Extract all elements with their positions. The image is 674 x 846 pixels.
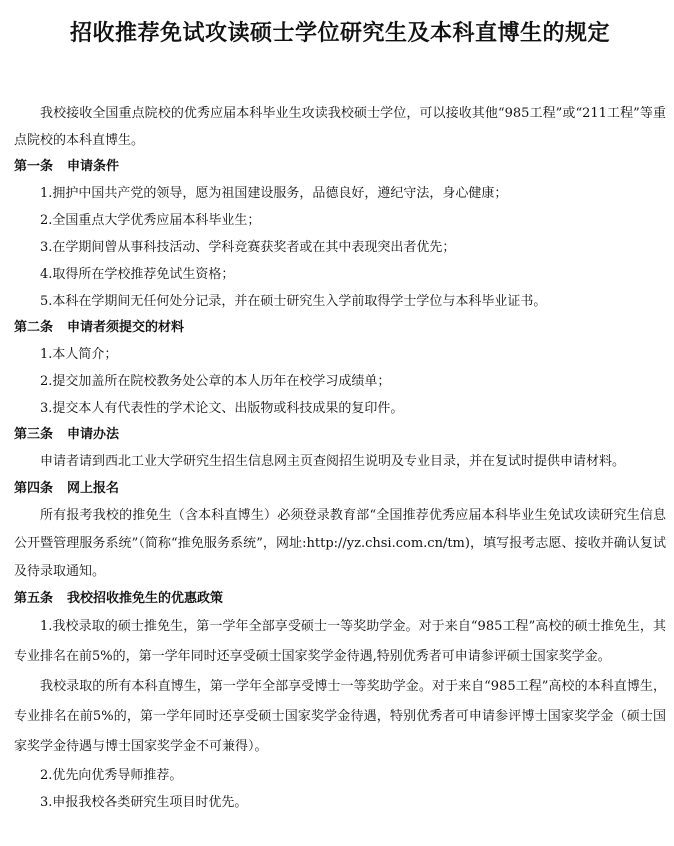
article-5-title: 我校招收推免生的优惠政策 xyxy=(67,591,224,606)
article-1-heading xyxy=(14,154,666,180)
article-1-item-2: 2.全国重点大学优秀应届本科毕业生； xyxy=(40,213,261,228)
article-1-item-5: 5.本科在学期间无任何处分记录，并在硕士研究生入学前取得学士学位与本科毕业证书。 xyxy=(40,294,547,309)
article-1-item-4: 4.取得所在学校推荐免试生资格； xyxy=(40,267,235,282)
article-4-heading xyxy=(14,476,666,502)
article-2-item-3: 3.提交本人有代表性的学术论文、出版物或科技成果的复印件。 xyxy=(40,401,404,416)
article-2-title: 申请者须提交的材料 xyxy=(67,320,185,335)
article-2-item-1: 1.本人简介； xyxy=(40,347,118,362)
article-1-item-3: 3.在学期间曾从事科技活动、学科竞赛获奖者或在其中表现突出者优先； xyxy=(40,240,456,255)
document-page xyxy=(14,0,666,816)
article-1-title: 申请条件 xyxy=(67,159,120,174)
article-1-number: 第一条 xyxy=(14,159,54,174)
article-5-item-2: 2.优先向优秀导师推荐。 xyxy=(40,768,183,783)
article-4-text: 所有报考我校的推免生（含本科直博生）必须登录教育部“全国推荐优秀应届本科毕业生免试攻读研究生信息公开暨管理服务系统”（简称“推免服务系统”，网址:http://yz.chsi.com.cn/tm)，填写报考志愿、接收并确认复试及待录取通知。 xyxy=(14,508,666,579)
intro-paragraph: 我校接收全国重点院校的优秀应届本科毕业生攻读我校硕士学位，可以接收其他“985工程”或“211工程”等重点院校的本科直博生。 xyxy=(14,106,666,148)
article-4-title: 网上报名 xyxy=(67,481,120,496)
article-1-item-1: 1.拥护中国共产党的领导，愿为祖国建设服务，品德良好，遵纪守法，身心健康； xyxy=(40,186,508,201)
article-3-text: 申请者请到西北工业大学研究生招生信息网主页查阅招生说明及专业目录，并在复试时提供申请材料。 xyxy=(40,454,626,469)
article-4-number: 第四条 xyxy=(14,481,54,496)
document-title: 招收推荐免试攻读硕士学位研究生及本科直博生的规定 xyxy=(69,21,610,46)
article-3-title: 申请办法 xyxy=(67,427,120,442)
article-5-item-1: 1.我校录取的硕士推免生，第一学年全部享受硕士一等奖助学金。对于来自“985工程”高校的硕士推免生，其专业排名在前5%的，第一学年同时还享受硕士国家奖学金待遇,特别优秀者可申请参评硕士国家奖学金。 xyxy=(14,619,666,664)
article-3-heading xyxy=(14,422,666,448)
article-2-item-2: 2.提交加盖所在院校教务处公章的本人历年在校学习成绩单； xyxy=(40,374,391,389)
article-2-number: 第二条 xyxy=(14,320,54,335)
article-5-paragraph: 我校录取的所有本科直博生，第一学年全部享受博士一等奖助学金。对于来自“985工程”高校的本科直博生，专业排名在前5%的，第一学年同时还享受硕士国家奖学金待遇，特别优秀者可申请参评博士国家奖学金（硕士国家奖学金待遇与博士国家奖学金不可兼得）。 xyxy=(14,679,666,754)
article-3-number: 第三条 xyxy=(14,427,54,442)
article-5-item-3: 3.申报我校各类研究生项目时优先。 xyxy=(40,795,248,810)
article-5-heading xyxy=(14,586,666,612)
article-5-number: 第五条 xyxy=(14,591,54,606)
article-2-heading xyxy=(14,315,666,341)
